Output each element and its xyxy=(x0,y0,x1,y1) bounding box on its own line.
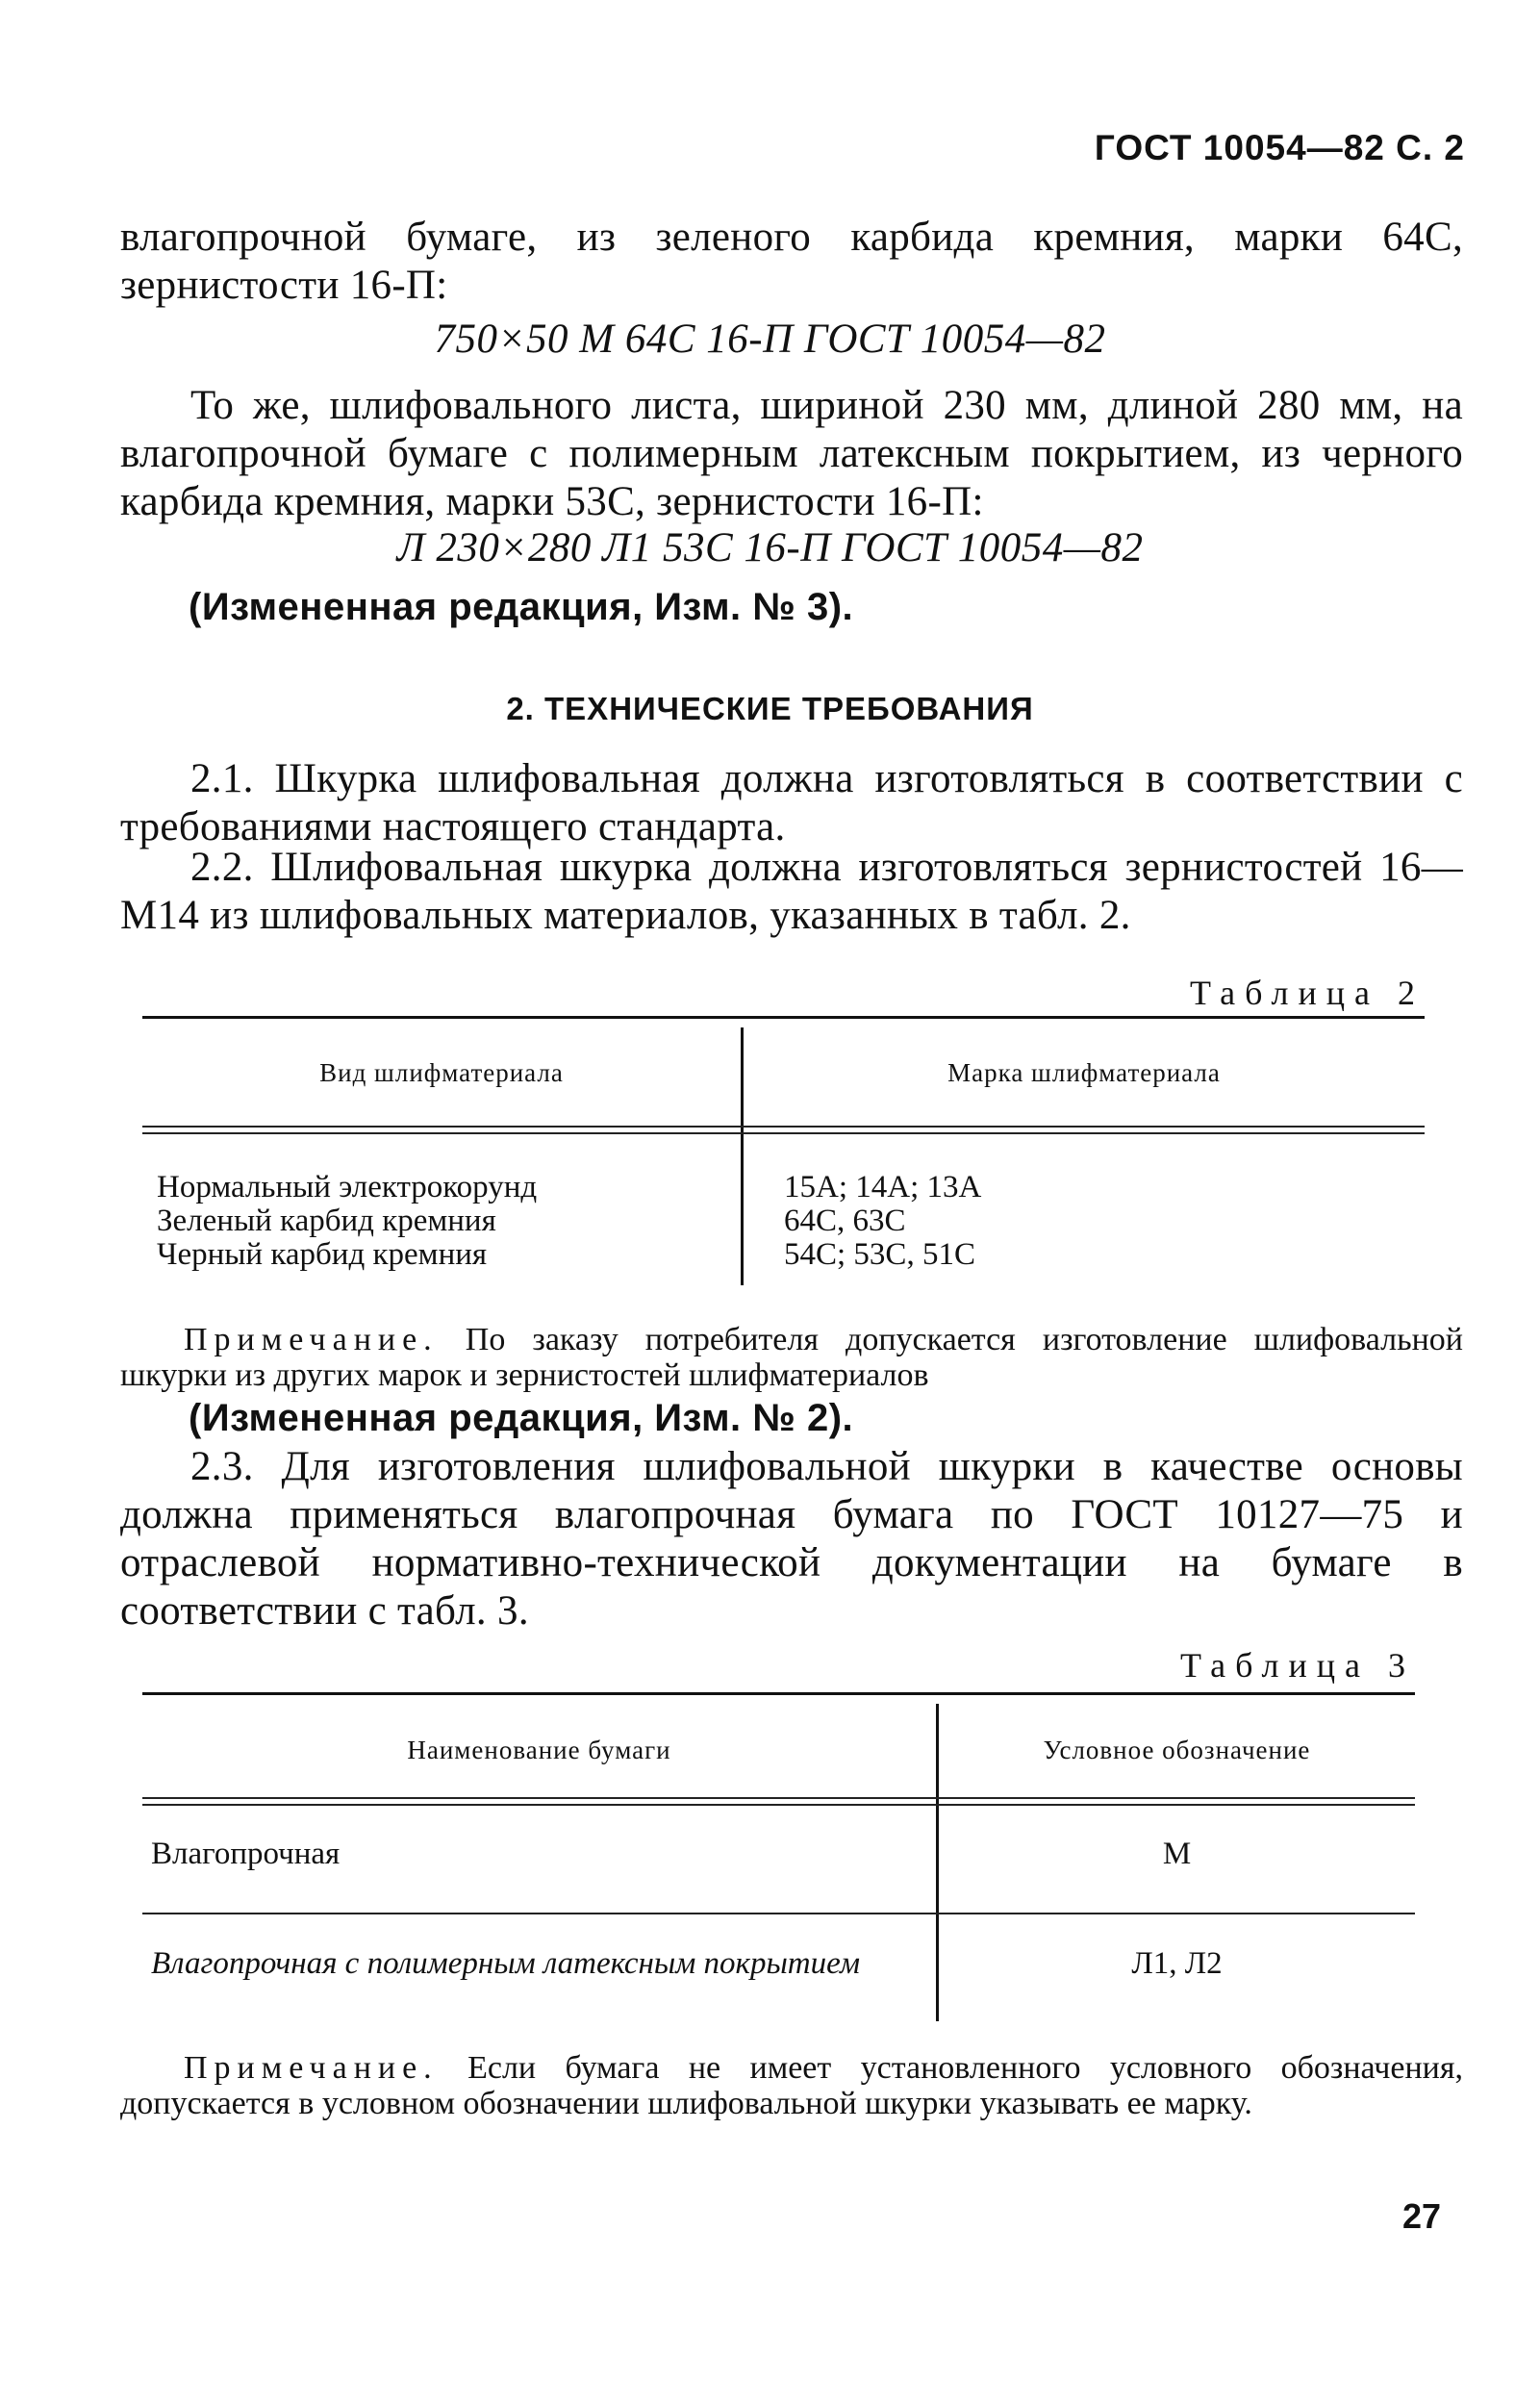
table-2-note xyxy=(120,1322,1463,1393)
table-2-row-3-grade: 54С; 53С, 51С xyxy=(784,1237,975,1272)
table-2-header-grade: Марка шлифматериала xyxy=(947,1058,1221,1087)
clause-2-1: 2.1. Шкурка шлифовальная должна изготовляться в соответствии с требованиями настоящего стандарта. xyxy=(120,756,1463,849)
table-3-header-name: Наименование бумаги xyxy=(407,1736,671,1764)
table-3-row-1-name: Влагопрочная xyxy=(151,1837,341,1871)
edit-note-3: (Измененная редакция, Изм. № 3). xyxy=(189,586,854,628)
note-text: Если бумага не имеет установленного условного обозначения, допускается в условном обозначении шлифовальной шкурки указывать ее марку. xyxy=(120,2050,1464,2121)
table-3-row-2-symbol: Л1, Л2 xyxy=(1131,1946,1223,1981)
table-2-caption: Таблица 2 xyxy=(1190,974,1425,1012)
note-text: По заказу потребителя допускается изготовление шлифовальной шкурки из других марок и зернистостей шлифматериалов xyxy=(120,1322,1463,1393)
table-3-row-1-symbol: М xyxy=(1162,1837,1192,1871)
designation-example-1: 750×50 М 64С 16-П ГОСТ 10054—82 xyxy=(434,317,1106,362)
edit-note-2: (Измененная редакция, Изм. № 2). xyxy=(189,1397,854,1439)
table-3-note xyxy=(120,2050,1463,2121)
page-number: 27 xyxy=(1401,2196,1441,2236)
table-3-header-symbol: Условное обозначение xyxy=(1043,1736,1311,1764)
table-2-row-2-material: Зеленый карбид кремния xyxy=(157,1204,496,1238)
table-3-row-rule xyxy=(142,1913,1415,1914)
table-3-header-rule-b xyxy=(142,1804,1415,1806)
table-3-row-2-name: Влагопрочная с полимерным латексным покрытием xyxy=(151,1946,861,1981)
table-2-row-2-grade: 64С, 63С xyxy=(784,1204,906,1238)
section-title: 2. ТЕХНИЧЕСКИЕ ТРЕБОВАНИЯ xyxy=(506,691,1034,726)
table-2-top-rule xyxy=(142,1016,1425,1019)
table-3-caption: Таблица 3 xyxy=(1180,1646,1415,1685)
table-2-row-1-material: Нормальный электрокорунд xyxy=(157,1170,538,1204)
table-3-header-rule-a xyxy=(142,1797,1415,1799)
table-2-row-3-material: Черный карбид кремния xyxy=(157,1237,488,1272)
table-2-header-material: Вид шлифматериала xyxy=(319,1058,564,1087)
table-2-header-rule-b xyxy=(142,1132,1425,1134)
paragraph-continuation: влагопрочной бумаге, из зеленого карбида кремния, марки 64С, зернистости 16-П: xyxy=(120,215,1463,308)
clause-2-3: 2.3. Для изготовления шлифовальной шкурки в качестве основы должна применяться влагопрочная бумага по ГОСТ 10127—75 и отраслевой нормативно-технической документации на бумаге в соответствии с табл. 3. xyxy=(120,1444,1463,1634)
paragraph-example-2: То же, шлифовального листа, шириной 230 мм, длиной 280 мм, на влагопрочной бумаге с полимерным латексным покрытием, из черного карбида кремния, марки 53С, зернистости 16-П: xyxy=(120,383,1463,524)
note-label: Примечание. xyxy=(184,2050,439,2086)
designation-example-2: Л 230×280 Л1 53С 16-П ГОСТ 10054—82 xyxy=(396,525,1144,570)
table-2-header-rule-a xyxy=(142,1126,1425,1128)
clause-2-2: 2.2. Шлифовальная шкурка должна изготовляться зернистостей 16—М14 из шлифовальных материалов, указанных в табл. 2. xyxy=(120,845,1463,938)
table-2-row-1-grade: 15А; 14А; 13А xyxy=(784,1170,982,1204)
table-3-top-rule xyxy=(142,1692,1415,1695)
page-header: ГОСТ 10054—82 С. 2 xyxy=(1094,128,1465,167)
note-label: Примечание. xyxy=(184,1322,439,1357)
